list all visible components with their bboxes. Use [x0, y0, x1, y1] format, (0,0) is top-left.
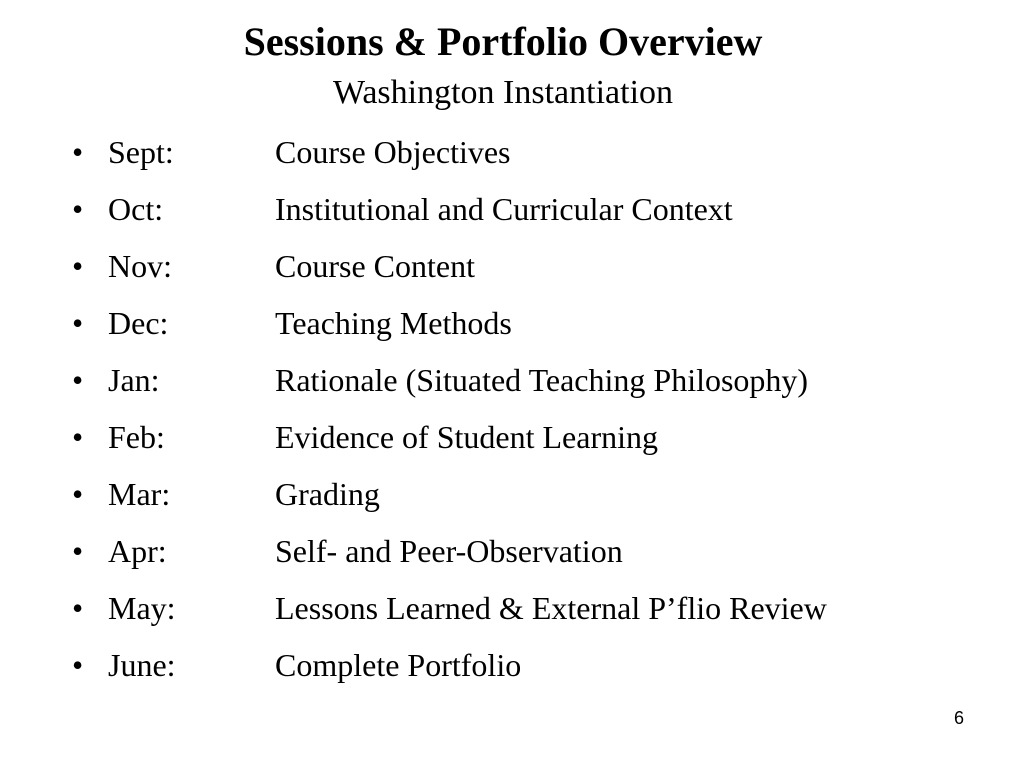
slide-subtitle: Washington Instantiation — [332, 74, 674, 111]
session-month: Sept: — [108, 134, 174, 170]
bullet-icon: • — [72, 248, 84, 284]
bullet-icon: • — [72, 533, 84, 569]
session-topic: Evidence of Student Learning — [275, 419, 658, 455]
session-topic: Grading — [275, 476, 380, 512]
page-number: 6 — [953, 708, 964, 728]
session-month: Dec: — [108, 305, 169, 341]
session-month: June: — [108, 647, 176, 683]
bullet-icon: • — [72, 647, 84, 683]
session-month: Oct: — [108, 191, 164, 227]
bullet-icon: • — [72, 134, 84, 170]
bullet-icon: • — [72, 590, 84, 626]
session-month: Feb: — [108, 419, 165, 455]
session-month: May: — [108, 590, 176, 626]
session-topic: Rationale (Situated Teaching Philosophy) — [275, 362, 809, 398]
session-topic: Course Objectives — [275, 134, 511, 170]
session-topic: Course Content — [275, 248, 475, 284]
session-topic: Institutional and Curricular Context — [275, 191, 733, 227]
session-month: Jan: — [108, 362, 160, 398]
bullet-icon: • — [72, 419, 84, 455]
bullet-icon: • — [72, 476, 84, 512]
session-topic: Lessons Learned & External P’flio Review — [275, 590, 827, 626]
session-topic: Complete Portfolio — [275, 647, 522, 683]
bullet-icon: • — [72, 305, 84, 341]
bullet-icon: • — [72, 362, 84, 398]
session-month: Mar: — [108, 476, 171, 512]
session-topic: Teaching Methods — [275, 305, 512, 341]
slide-title: Sessions & Portfolio Overview — [243, 19, 763, 64]
session-month: Nov: — [108, 248, 172, 284]
session-month: Apr: — [108, 533, 167, 569]
session-topic: Self- and Peer-Observation — [275, 533, 623, 569]
bullet-icon: • — [72, 191, 84, 227]
